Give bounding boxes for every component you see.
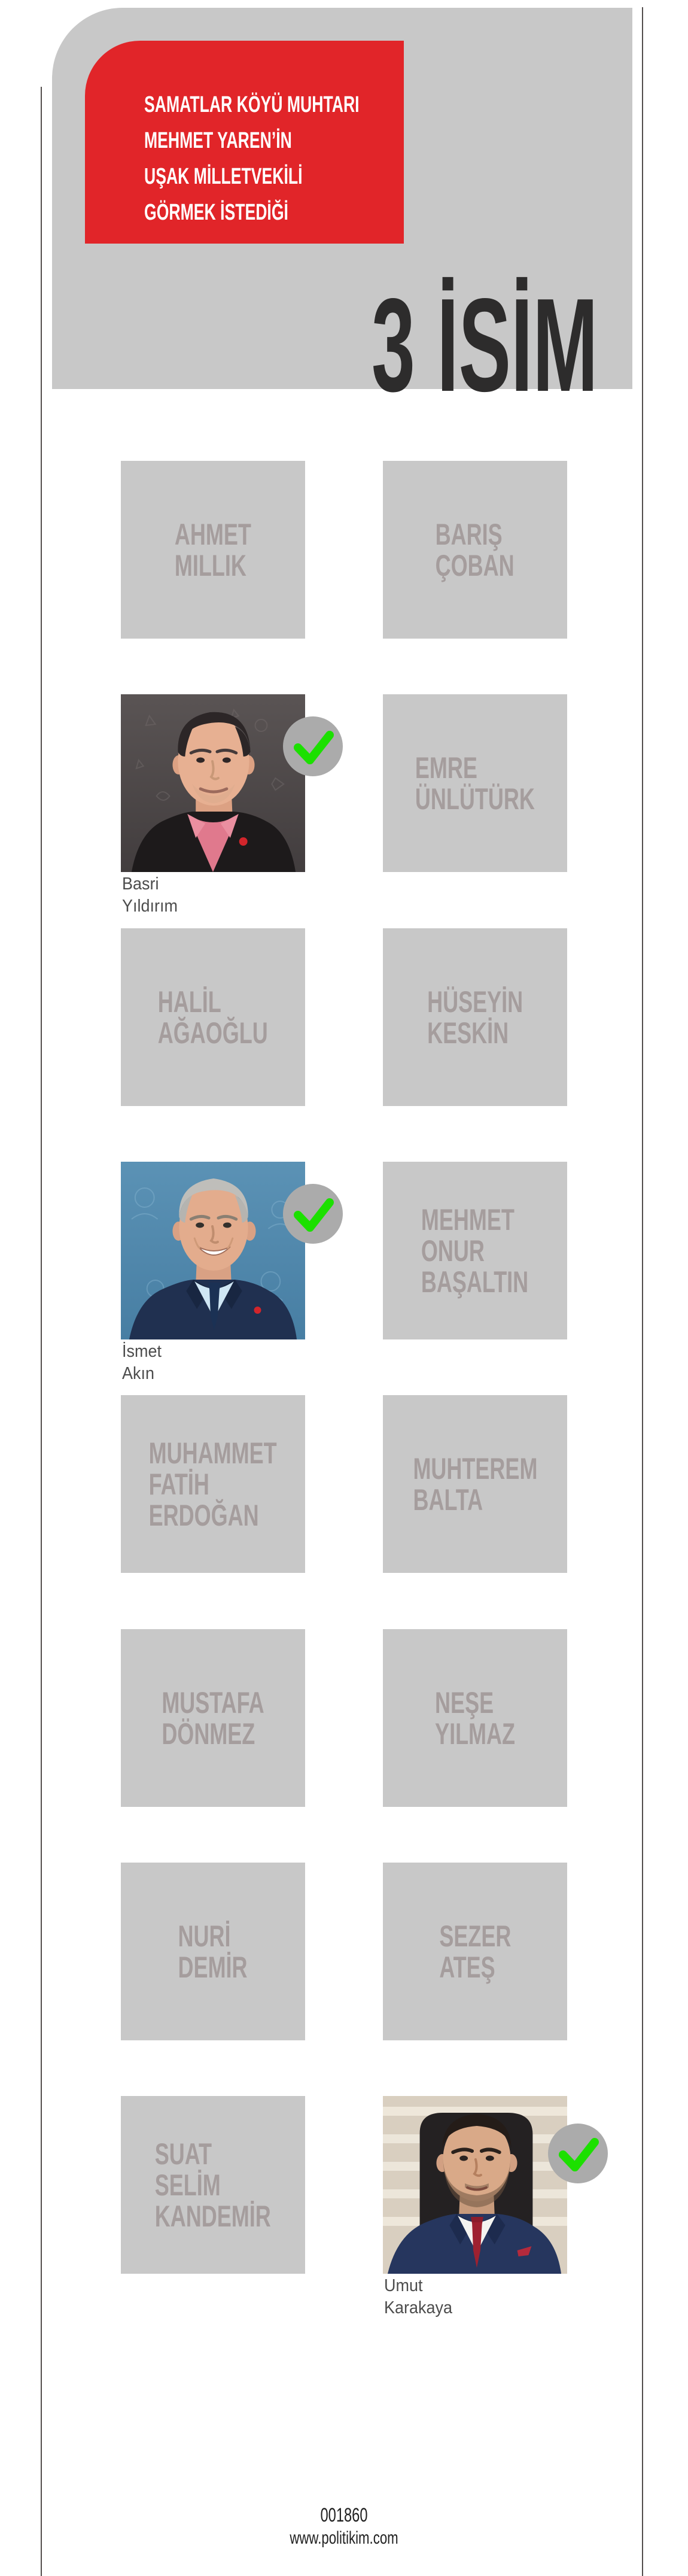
footer-code: 001860 bbox=[320, 2504, 368, 2526]
person-name-card bbox=[383, 1395, 567, 1573]
headline-box bbox=[85, 41, 404, 244]
person-card-cell bbox=[121, 2096, 305, 2274]
person-name-line: NURİ bbox=[178, 1919, 231, 1953]
person-name bbox=[421, 1204, 528, 1298]
flag-pin bbox=[239, 837, 248, 846]
person-name-line: YILMAZ bbox=[435, 1717, 515, 1751]
selected-badge bbox=[283, 1184, 343, 1244]
person-name-line: MUHTEREM bbox=[413, 1451, 537, 1486]
person-name-line: EMRE bbox=[415, 751, 478, 785]
portrait-ismet-akin bbox=[121, 1162, 305, 1339]
person-name-line: HALİL bbox=[157, 985, 221, 1019]
selected-badge bbox=[548, 2124, 608, 2183]
person-photo-cell bbox=[383, 2096, 567, 2317]
page-title: 3 İSİM bbox=[372, 271, 598, 420]
person-name-line: ERDOĞAN bbox=[149, 1498, 260, 1532]
person-name-card bbox=[383, 928, 567, 1106]
photo-caption bbox=[122, 1341, 162, 1385]
person-name bbox=[435, 1687, 515, 1749]
person-name-line: BAŞALTIN bbox=[421, 1265, 529, 1299]
person-card-cell bbox=[121, 928, 305, 1106]
person-card-cell bbox=[383, 928, 567, 1106]
person-photo-cell bbox=[121, 694, 305, 916]
person-card-cell bbox=[383, 694, 567, 872]
right-rule bbox=[642, 7, 643, 2576]
person-name-card bbox=[121, 2096, 305, 2274]
person-name-line: KANDEMİR bbox=[155, 2199, 271, 2233]
person-name-card bbox=[121, 1395, 305, 1573]
headline-text bbox=[144, 87, 360, 230]
person-card-cell bbox=[383, 1162, 567, 1339]
person-name-line: ATEŞ bbox=[439, 1950, 495, 1984]
person-name bbox=[158, 986, 268, 1049]
person-name-card bbox=[383, 1863, 567, 2040]
person-name-line: ÜNLÜTÜRK bbox=[415, 782, 535, 816]
photo-caption bbox=[384, 2275, 452, 2319]
person-name-line: DEMİR bbox=[178, 1950, 248, 1984]
person-name bbox=[439, 1921, 511, 1983]
caption-line: İsmet bbox=[122, 1342, 162, 1361]
person-name-line: ÇOBAN bbox=[435, 548, 515, 582]
person-card-cell bbox=[383, 1395, 567, 1573]
person-name-card bbox=[383, 694, 567, 872]
person-name-line: AHMET bbox=[174, 517, 251, 551]
caption-line: Umut bbox=[384, 2276, 423, 2295]
person-photo-cell bbox=[121, 1162, 305, 1383]
person-name bbox=[415, 752, 535, 815]
headline-line: UŞAK MİLLETVEKİLİ bbox=[144, 164, 303, 189]
person-name-line: DÖNMEZ bbox=[162, 1717, 255, 1751]
person-name-line: MEHMET bbox=[421, 1202, 515, 1237]
person-name-line: KESKİN bbox=[427, 1016, 509, 1050]
portrait-photo-basri bbox=[121, 694, 305, 872]
person-name-line: FATİH bbox=[149, 1467, 210, 1501]
person-name-card bbox=[383, 1629, 567, 1807]
flag-pin bbox=[254, 1307, 261, 1314]
person-name-card bbox=[121, 1863, 305, 2040]
person-card-cell bbox=[383, 1863, 567, 2040]
person-name-card bbox=[121, 1629, 305, 1807]
person-name bbox=[162, 1687, 264, 1749]
person-card-cell bbox=[383, 1629, 567, 1807]
person-card-cell bbox=[121, 461, 305, 639]
caption-line: Karakaya bbox=[384, 2298, 452, 2317]
green-check-icon bbox=[548, 2124, 608, 2183]
selected-badge bbox=[283, 716, 343, 776]
caption-line: Akın bbox=[122, 1364, 154, 1383]
person-name bbox=[178, 1921, 248, 1983]
footer bbox=[0, 2503, 688, 2550]
person-name-line: ONUR bbox=[421, 1234, 485, 1268]
person-name-line: BALTA bbox=[413, 1483, 483, 1517]
person-name-line: AĞAOĞLU bbox=[157, 1016, 268, 1050]
person-name bbox=[413, 1453, 537, 1515]
person-name-line: MUHAMMET bbox=[149, 1436, 277, 1470]
person-name-line: MILLIK bbox=[174, 548, 246, 582]
person-name bbox=[427, 986, 523, 1049]
left-rule bbox=[41, 87, 42, 2576]
portrait-basri-yildirim bbox=[121, 694, 305, 872]
headline-line: GÖRMEK İSTEDİĞİ bbox=[144, 200, 288, 225]
caption-line: Basri bbox=[122, 874, 159, 894]
person-card-cell bbox=[121, 1863, 305, 2040]
green-check-icon bbox=[283, 716, 343, 776]
person-name-card bbox=[383, 1162, 567, 1339]
portrait-photo-umut bbox=[383, 2096, 567, 2274]
person-card-cell bbox=[121, 1395, 305, 1573]
portrait-umut-karakaya bbox=[383, 2096, 567, 2274]
headline-line: SAMATLAR KÖYÜ MUHTARI bbox=[144, 92, 360, 117]
person-name bbox=[175, 519, 251, 581]
person-name-line: HÜSEYİN bbox=[427, 985, 523, 1019]
person-name-line: SELİM bbox=[155, 2168, 221, 2202]
person-name-line: SUAT bbox=[155, 2137, 212, 2171]
person-card-cell bbox=[121, 1629, 305, 1807]
portrait-photo-ismet bbox=[121, 1162, 305, 1339]
person-name-line: NEŞE bbox=[435, 1685, 494, 1720]
photo-caption bbox=[122, 873, 178, 918]
person-name-line: SEZER bbox=[439, 1919, 512, 1953]
person-name-line: BARIŞ bbox=[435, 517, 503, 551]
person-name bbox=[436, 519, 515, 581]
footer-website: www.politikim.com bbox=[290, 2528, 398, 2548]
person-card-cell bbox=[383, 461, 567, 639]
person-name-line: MUSTAFA bbox=[162, 1685, 264, 1720]
green-check-icon bbox=[283, 1184, 343, 1244]
person-name-card bbox=[383, 461, 567, 639]
person-name-card bbox=[121, 928, 305, 1106]
person-name bbox=[155, 2138, 271, 2232]
person-name-card bbox=[121, 461, 305, 639]
person-name bbox=[149, 1438, 277, 1531]
caption-line: Yıldırım bbox=[122, 897, 178, 916]
headline-line: MEHMET YAREN’İN bbox=[144, 128, 292, 153]
